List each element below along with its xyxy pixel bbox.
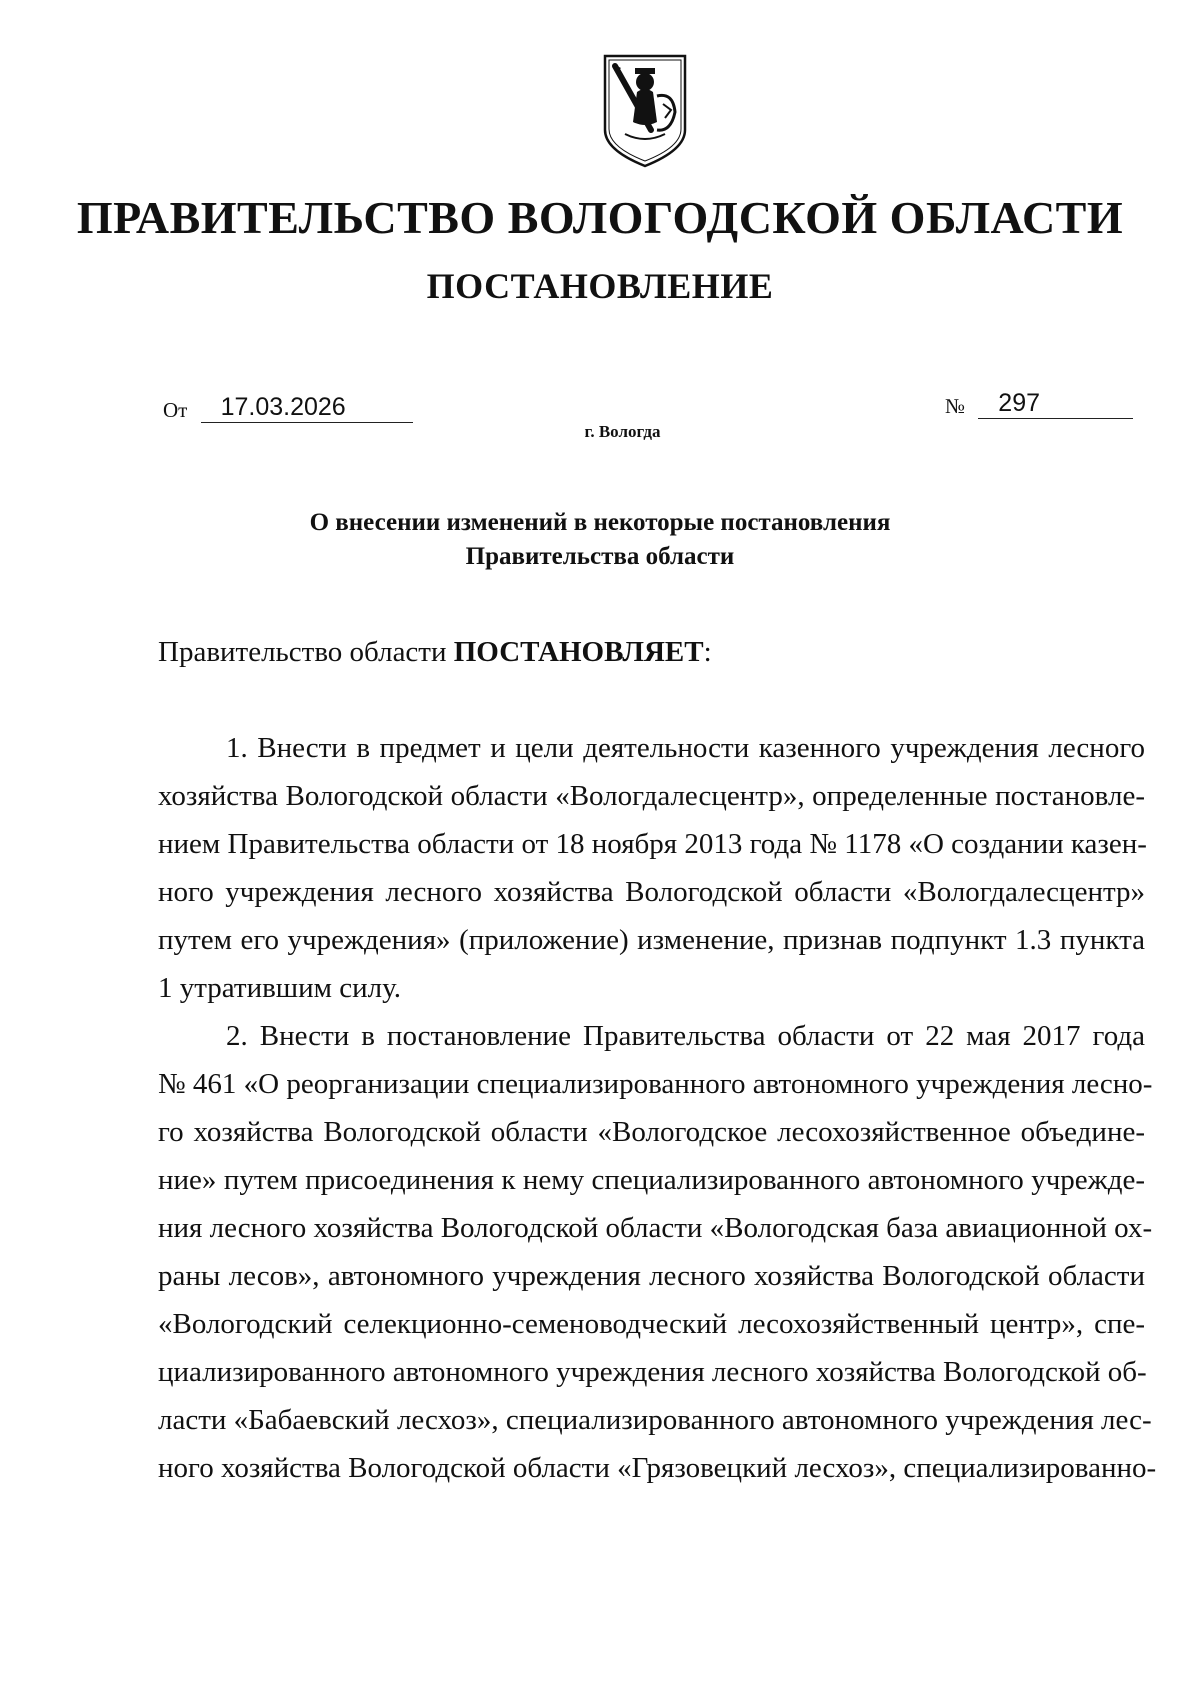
- body-line: ние» путем присоединения к нему специализированного автономного учрежде-: [158, 1164, 1145, 1196]
- body-line: 2. Внести в постановление Правительства области от 22 мая 2017 года: [226, 1020, 1145, 1052]
- body-line: ласти «Бабаевский лесхоз», специализированного автономного учреждения лес-: [158, 1404, 1152, 1436]
- body-line: ния лесного хозяйства Вологодской области «Вологодская база авиационной ох-: [158, 1212, 1153, 1244]
- date-value: 17.03.2026: [201, 392, 413, 423]
- subject-line-1: О внесении изменений в некоторые постановления: [309, 509, 891, 536]
- date-label: От: [163, 398, 188, 422]
- vologda-coat-of-arms-icon: [601, 52, 689, 170]
- preamble-emphasis: ПОСТАНОВЛЯЕТ: [453, 636, 704, 668]
- organization-title: ПРАВИТЕЛЬСТВО ВОЛОГОДСКОЙ ОБЛАСТИ: [76, 192, 1124, 243]
- preamble-text: Правительство области: [158, 636, 447, 668]
- body-line: «Вологодский селекционно-семеноводческий лесохозяйственный центр», спе-: [158, 1308, 1145, 1340]
- preamble: [158, 636, 712, 669]
- body-line: 1 утратившим силу.: [158, 972, 401, 1004]
- subject-line-2: Правительства области: [465, 543, 735, 570]
- body-line: путем его учреждения» (приложение) изменение, признав подпункт 1.3 пункта: [158, 924, 1145, 956]
- number-label: №: [945, 394, 966, 418]
- body-line: нием Правительства области от 18 ноября 2013 года № 1178 «О создании казен-: [158, 828, 1147, 860]
- body-line: № 461 «О реорганизации специализированного автономного учреждения лесно-: [158, 1068, 1153, 1100]
- preamble-colon: :: [703, 636, 712, 668]
- body-line: хозяйства Вологодской области «Вологдалесцентр», определенные постановле-: [158, 780, 1145, 812]
- body-line: 1. Внести в предмет и цели деятельности казенного учреждения лесного: [226, 732, 1145, 764]
- body-line: раны лесов», автономного учреждения лесного хозяйства Вологодской области: [158, 1260, 1145, 1292]
- document-number: [945, 388, 1133, 419]
- city-name: г. Вологда: [584, 422, 661, 441]
- document-subject: [0, 506, 1200, 574]
- body-line: циализированного автономного учреждения лесного хозяйства Вологодской об-: [158, 1356, 1147, 1388]
- document-type: ПОСТАНОВЛЕНИЕ: [426, 266, 774, 306]
- body-line: ного учреждения лесного хозяйства Вологодской области «Вологдалесцентр»: [158, 876, 1145, 908]
- body-line: ного хозяйства Вологодской области «Грязовецкий лесхоз», специализированно-: [158, 1452, 1157, 1484]
- document-date: [163, 392, 413, 423]
- document-body: [158, 724, 1157, 1492]
- number-value: 297: [978, 388, 1133, 419]
- body-line: го хозяйства Вологодской области «Вологодское лесохозяйственное объедине-: [158, 1116, 1145, 1148]
